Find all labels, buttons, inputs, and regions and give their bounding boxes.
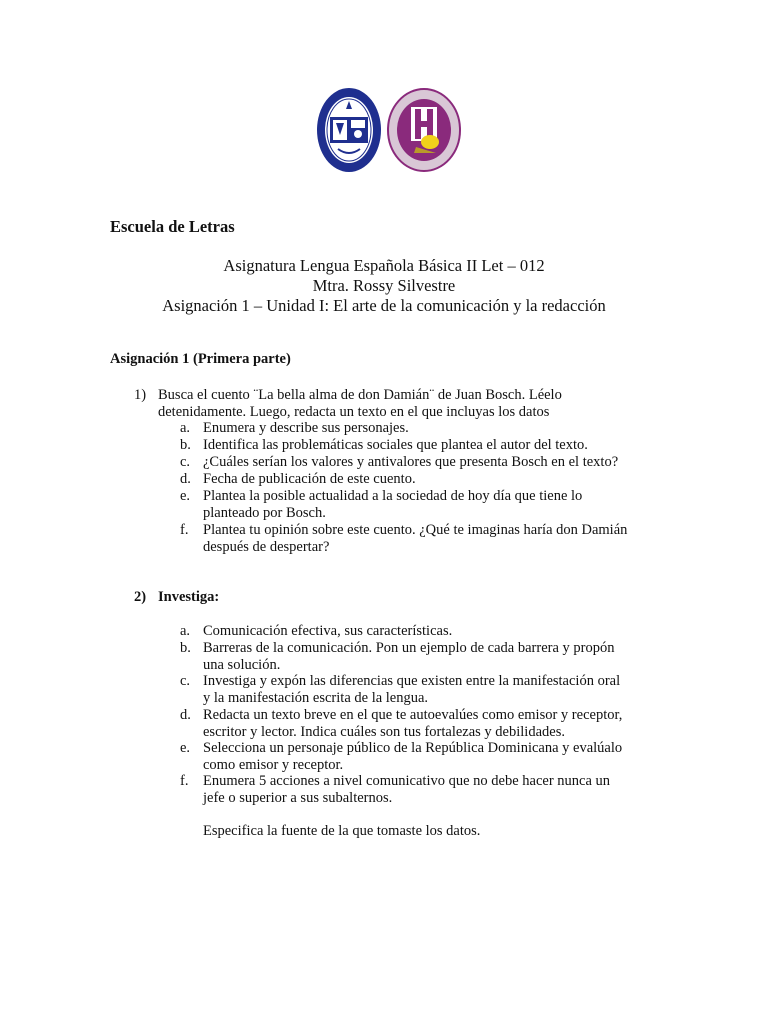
list-letter: d.	[180, 471, 191, 487]
list-text: como emisor y receptor.	[203, 757, 344, 773]
question-title: Investiga:	[158, 589, 220, 605]
humanidades-seal-icon	[386, 87, 462, 173]
list-letter: f.	[180, 773, 189, 789]
list-text: una solución.	[203, 657, 281, 673]
question-text-line: detenidamente. Luego, redacta un texto en el que incluyas los datos	[158, 404, 550, 420]
list-letter: b.	[180, 640, 191, 656]
school-name: Escuela de Letras	[110, 217, 235, 236]
question-text-line: Busca el cuento ¨La bella alma de don Damián¨ de Juan Bosch. Léelo	[158, 387, 562, 403]
list-text: después de despertar?	[203, 539, 330, 555]
list-letter: e.	[180, 488, 191, 504]
list-text: escritor y lector. Indica cuáles son tus fortalezas y debilidades.	[203, 724, 565, 740]
list-text: ¿Cuáles serían los valores y antivalores que presenta Bosch en el texto?	[203, 454, 619, 470]
teacher-line: Mtra. Rossy Silvestre	[312, 276, 456, 295]
list-text: jefe o superior a sus subalternos.	[203, 790, 393, 806]
list-text: Fecha de publicación de este cuento.	[203, 471, 416, 487]
list-text: Selecciona un personaje público de la República Dominicana y evalúalo	[203, 740, 623, 756]
list-letter: e.	[180, 740, 191, 756]
uasd-seal-icon	[316, 87, 382, 173]
list-text: Plantea tu opinión sobre este cuento. ¿Qué te imaginas haría don Damián	[203, 522, 628, 538]
list-text: Identifica las problemáticas sociales que plantea el autor del texto.	[203, 437, 588, 453]
question-number: 1)	[134, 387, 147, 403]
list-text: Comunicación efectiva, sus características.	[203, 623, 453, 639]
list-letter: c.	[180, 454, 191, 470]
list-letter: a.	[180, 623, 191, 639]
list-letter: d.	[180, 707, 191, 723]
header-block	[0, 256, 768, 316]
list-letter: c.	[180, 673, 191, 689]
question-number: 2)	[134, 589, 147, 605]
list-text: Investiga y expón las diferencias que existen entre la manifestación oral	[203, 673, 621, 689]
list-text: Plantea la posible actualidad a la sociedad de hoy día que tiene lo	[203, 488, 583, 504]
logos	[316, 87, 466, 173]
list-text: Enumera y describe sus personajes.	[203, 420, 409, 436]
list-text: Barreras de la comunicación. Pon un ejemplo de cada barrera y propón	[203, 640, 615, 656]
section-title: Asignación 1 (Primera parte)	[110, 351, 291, 367]
list-text: Enumera 5 acciones a nivel comunicativo que no debe hacer nunca un	[203, 773, 611, 789]
list-letter: f.	[180, 522, 189, 538]
list-letter: b.	[180, 437, 191, 453]
list-text: planteado por Bosch.	[203, 505, 326, 521]
assignment-line: Asignación 1 – Unidad I: El arte de la comunicación y la redacción	[162, 296, 606, 315]
subject-line: Asignatura Lengua Española Básica II Let – 012	[223, 256, 545, 275]
note-text: Especifica la fuente de la que tomaste los datos.	[203, 823, 481, 839]
list-text: y la manifestación escrita de la lengua.	[203, 690, 429, 706]
list-letter: a.	[180, 420, 191, 436]
list-text: Redacta un texto breve en el que te autoevalúes como emisor y receptor,	[203, 707, 623, 723]
